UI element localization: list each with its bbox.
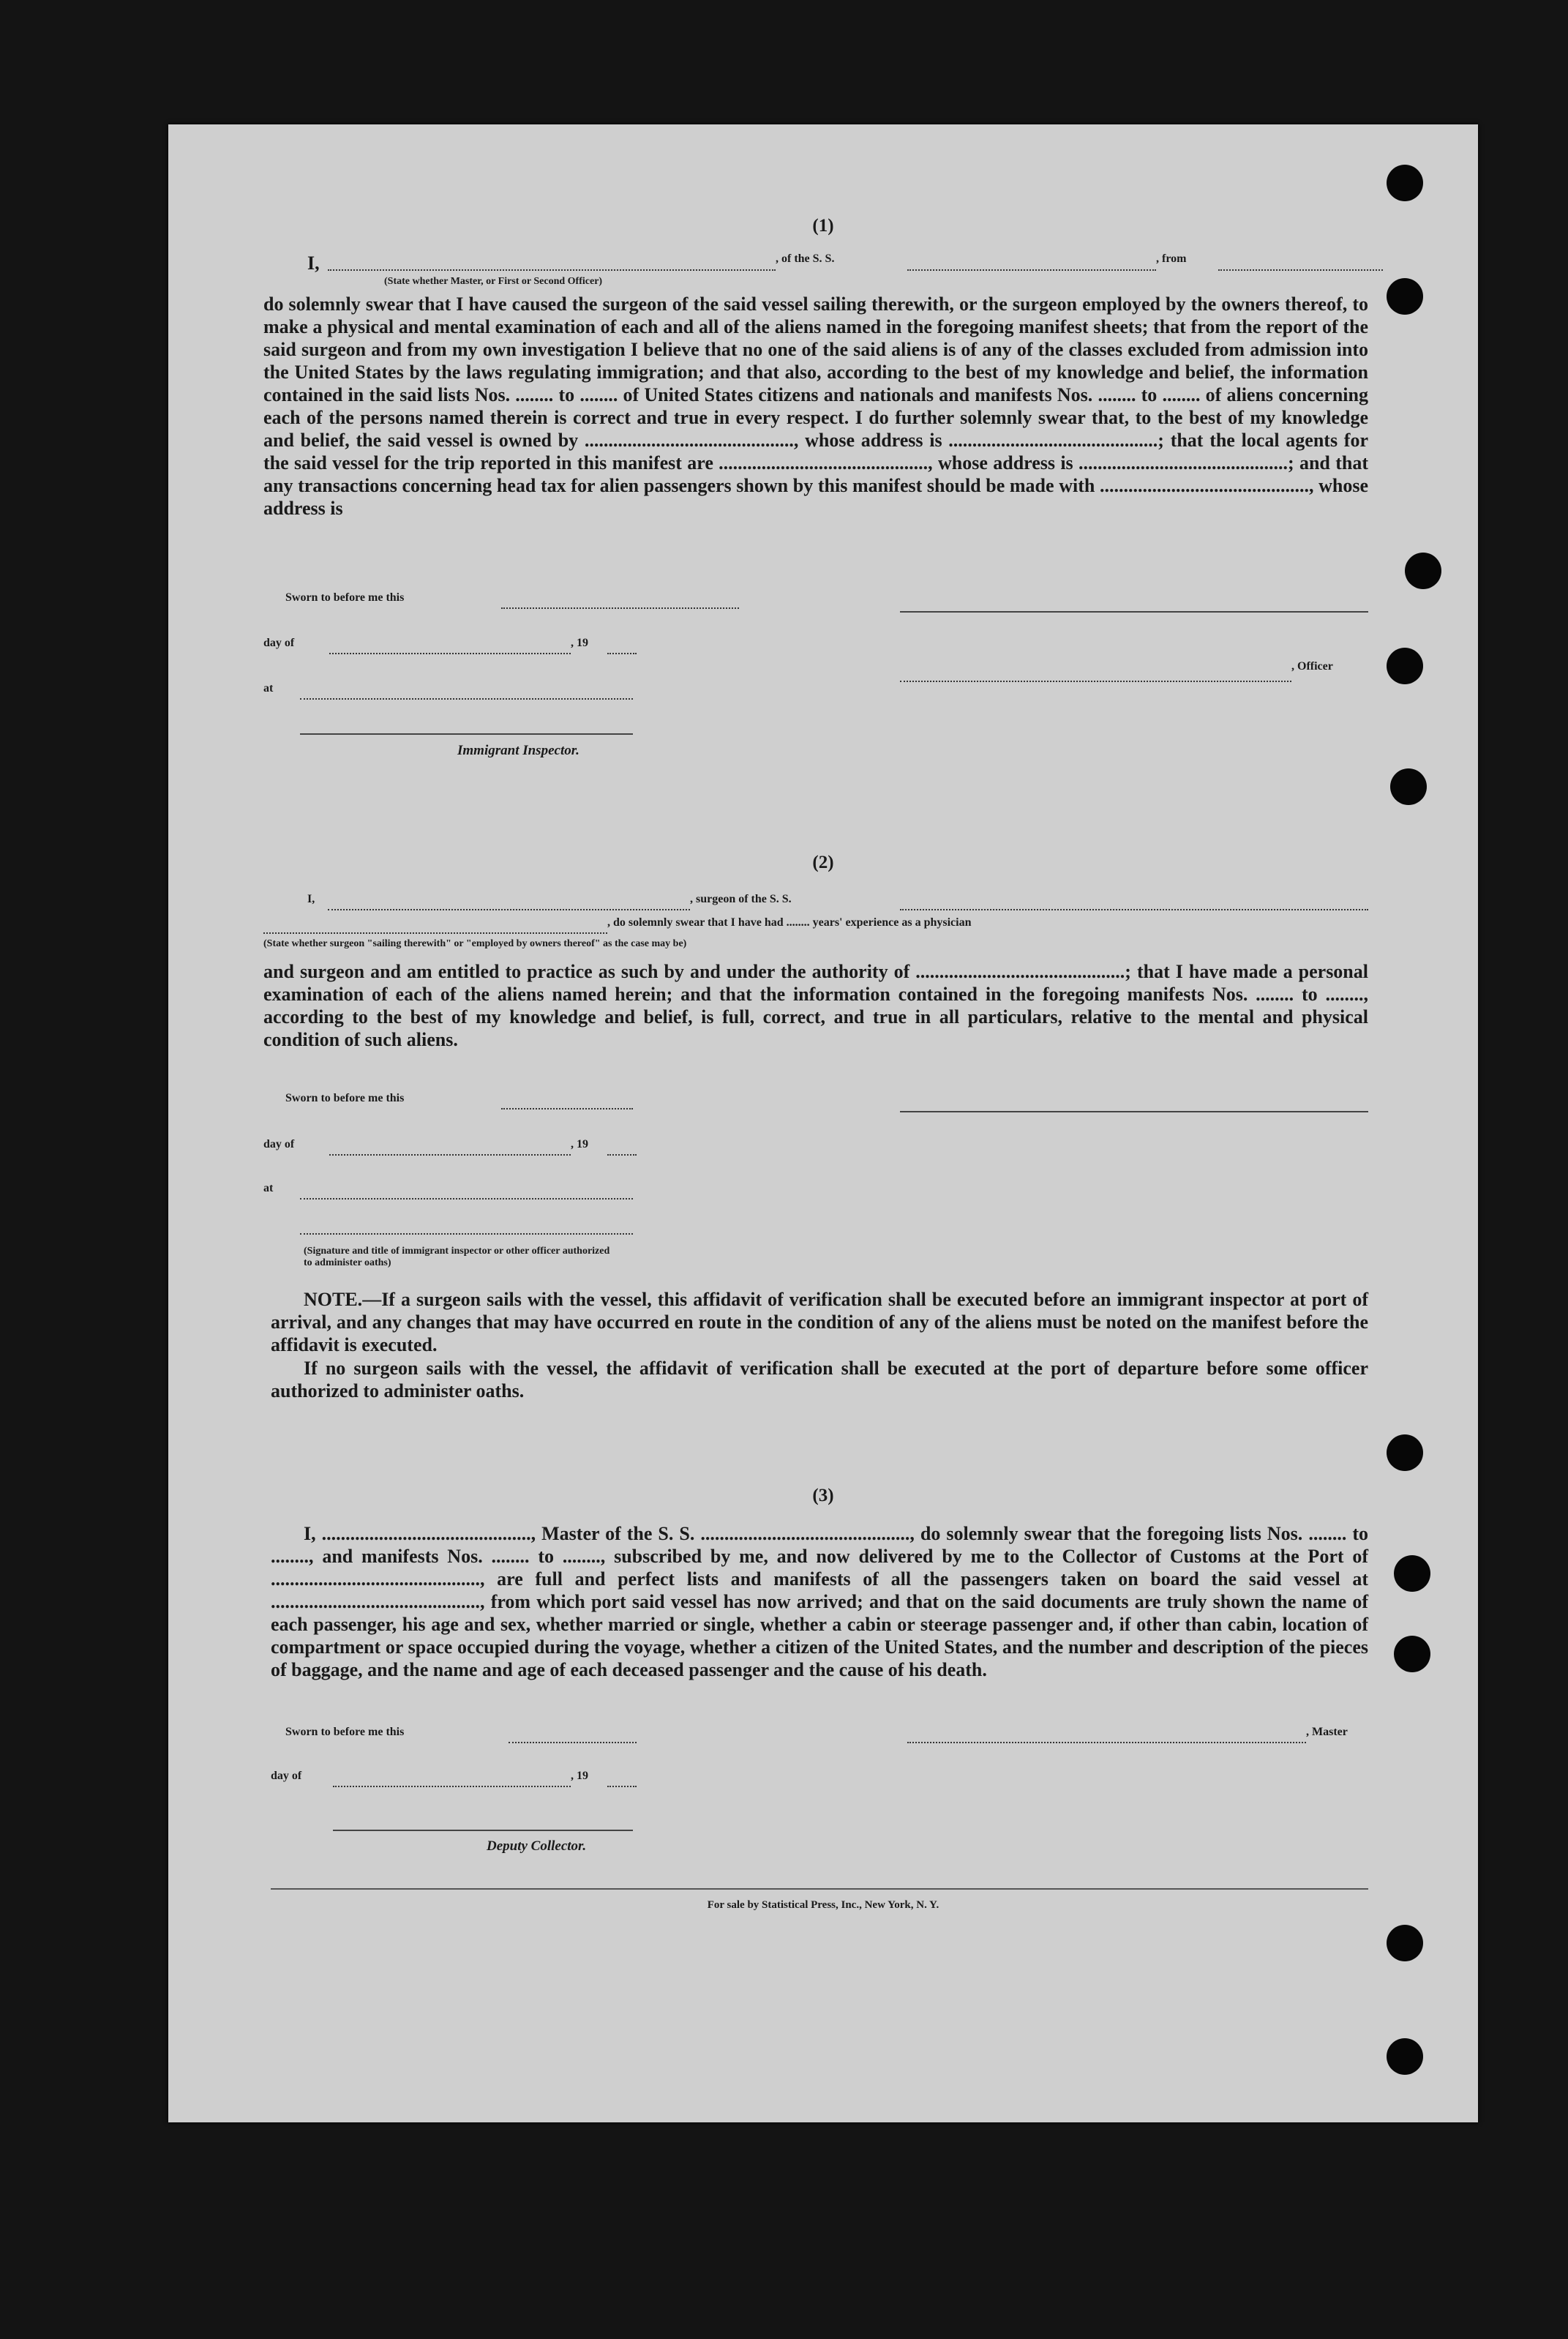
from-label: , from	[1156, 252, 1187, 265]
punch-hole-icon	[1387, 1434, 1423, 1471]
section-1-day-field[interactable]	[329, 638, 571, 654]
punch-hole-icon	[1387, 1925, 1423, 1961]
section-3-sworn-date-field[interactable]	[509, 1727, 637, 1743]
officer-label: , Officer	[1291, 660, 1333, 673]
officer-title-note: (State whether Master, or First or Second Officer)	[384, 276, 603, 287]
section-2-at-field[interactable]	[300, 1183, 633, 1200]
punch-hole-icon	[1387, 278, 1423, 315]
section-2-year-field[interactable]	[607, 1139, 637, 1156]
section-2-signature-line[interactable]	[900, 1111, 1368, 1112]
section-2-day-field[interactable]	[329, 1139, 571, 1156]
section-1-sworn-date-field[interactable]	[501, 593, 739, 609]
punch-hole-icon	[1394, 1636, 1430, 1672]
footer-publisher: For sale by Statistical Press, Inc., New York, N. Y.	[707, 1899, 939, 1911]
section-1-year-field[interactable]	[607, 638, 637, 654]
section-3-day-field[interactable]	[333, 1771, 571, 1787]
master-signature-field[interactable]	[907, 1727, 1306, 1743]
footer-rule	[271, 1888, 1368, 1890]
surgeon-status-note: (State whether surgeon "sailing therewith" or "employed by owners thereof" as the case may be)	[263, 938, 687, 949]
section-3-day-of-label: day of	[271, 1770, 302, 1782]
from-port-field[interactable]	[1218, 255, 1383, 271]
deputy-collector-line[interactable]	[333, 1830, 633, 1831]
section-1-at-label: at	[263, 682, 274, 695]
section-2-heading: (2)	[812, 853, 834, 872]
section-3-year-label: , 19	[571, 1770, 588, 1782]
section-1-at-field[interactable]	[300, 684, 633, 700]
punch-hole-icon	[1387, 648, 1423, 684]
surgeon-oath-line: , do solemnly swear that I have had ........ years' experience as a physician	[607, 916, 972, 929]
section-3-sworn-label: Sworn to before me this	[285, 1726, 405, 1738]
section-1-inspector-line[interactable]	[300, 733, 633, 735]
section-1-year-label: , 19	[571, 637, 588, 649]
section-2-signature-note: (Signature and title of immigrant inspector or other officer authorized to administer oaths)	[304, 1246, 610, 1268]
section-3-oath-text: I, ............................................, Master of the S. S. ............................................, do solemnly swear that the foregoing lists Nos. ........ to ........, and manifests Nos. ........ to ........, subscribed by me, and now delivered by me to the Collector of Customs at the Port of ............................................, are full and perfect lists and manifests of all the passengers taken on board the said vessel at ............................................, from which port said vessel has now arrived; and that on the said documents are truly shown the name of each passenger, his age and sex, whether married or single, whether a cabin or steerage passenger and, if other than cabin, location of compartment or space occupied during the voyage, whether a citizen of the United States, and the number and description of the pieces of baggage, and the name and age of each deceased passenger and the cause of his death.	[271, 1523, 1368, 1680]
surgeon-of-ss-label: , surgeon of the S. S.	[690, 893, 792, 905]
manifest-page	[168, 124, 1478, 2122]
section-1-I: I,	[307, 252, 320, 274]
section-2-oath-text: and surgeon and am entitled to practice as such by and under the authority of ............................................; that I have made a personal examination of each of the aliens named herein; and that the information contained in the foregoing manifests Nos. ........ to ........, according to the best of my knowledge and belief, is full, correct, and true in all particulars, relative to the mental and physical condition of such aliens.	[263, 961, 1368, 1050]
punch-hole-icon	[1394, 1555, 1430, 1592]
section-2-day-of-label: day of	[263, 1138, 295, 1150]
punch-hole-icon	[1387, 2038, 1423, 2075]
punch-hole-icon	[1405, 553, 1441, 589]
surgeon-status-field[interactable]	[263, 918, 607, 934]
vessel-name-field[interactable]	[907, 255, 1156, 271]
section-2-I: I,	[307, 893, 315, 905]
section-3-heading: (3)	[812, 1486, 834, 1505]
section-2-at-label: at	[263, 1182, 274, 1194]
of-the-ss-label: , of the S. S.	[776, 252, 835, 265]
master-label: , Master	[1306, 1726, 1348, 1738]
section-1-oath-text: do solemnly swear that I have caused the surgeon of the said vessel sailing therewith, or the surgeon employed by the owners thereof, to make a physical and mental examination of each and all of the aliens named in the foregoing manifest sheets; that from the report of the said surgeon and from my own investigation I believe that no one of the said aliens is of any of the classes excluded from admission into the United States by the laws regulating immigration; and that also, according to the best of my knowledge and belief, the information contained in the said lists Nos. ........ to ........ of United States citizens and nationals and manifests Nos. ........ to ........ of aliens concerning each of the persons named therein is correct and true in every respect. I do further solemnly swear that, to the best of my knowledge and belief, the said vessel is owned by ............................................, whose address is ............................................; that the local agents for the said vessel for the trip reported in this manifest are ............................................, whose address is ............................................; and that any transactions concerning head tax for alien passengers shown by this manifest should be made with ............................................, whose address is	[263, 293, 1368, 519]
section-2-year-label: , 19	[571, 1138, 588, 1150]
section-1-officer-name-field[interactable]	[900, 666, 1291, 682]
officer-title-field[interactable]	[328, 255, 776, 271]
note-text-1: —If a surgeon sails with the vessel, this affidavit of verification shall be executed before an immigrant inspector at port of arrival, and any changes that may have occurred en route in the condition of any of the aliens must be noted on the manifest before the affidavit is executed.	[271, 1289, 1368, 1355]
punch-hole-icon	[1390, 768, 1427, 805]
section-2-officer-line[interactable]	[300, 1219, 633, 1235]
section-3-year-field[interactable]	[607, 1771, 637, 1787]
section-1-day-of-label: day of	[263, 637, 295, 649]
immigrant-inspector-label: Immigrant Inspector.	[457, 743, 579, 758]
note-paragraph-1	[271, 1288, 1368, 1356]
section-2-sworn-date-field[interactable]	[501, 1093, 633, 1109]
note-paragraph-2: If no surgeon sails with the vessel, the affidavit of verification shall be executed at the port of departure before some officer authorized to administer oaths.	[271, 1358, 1368, 1401]
note-label: NOTE.	[304, 1289, 363, 1310]
section-1-sworn-label: Sworn to before me this	[285, 591, 405, 604]
surgeon-vessel-field[interactable]	[900, 894, 1368, 910]
punch-hole-icon	[1387, 165, 1423, 201]
section-1-signature-line[interactable]	[900, 611, 1368, 613]
section-1-heading: (1)	[812, 216, 834, 236]
deputy-collector-label: Deputy Collector.	[487, 1838, 587, 1854]
section-2-sworn-label: Sworn to before me this	[285, 1092, 405, 1104]
surgeon-name-field[interactable]	[328, 894, 690, 910]
